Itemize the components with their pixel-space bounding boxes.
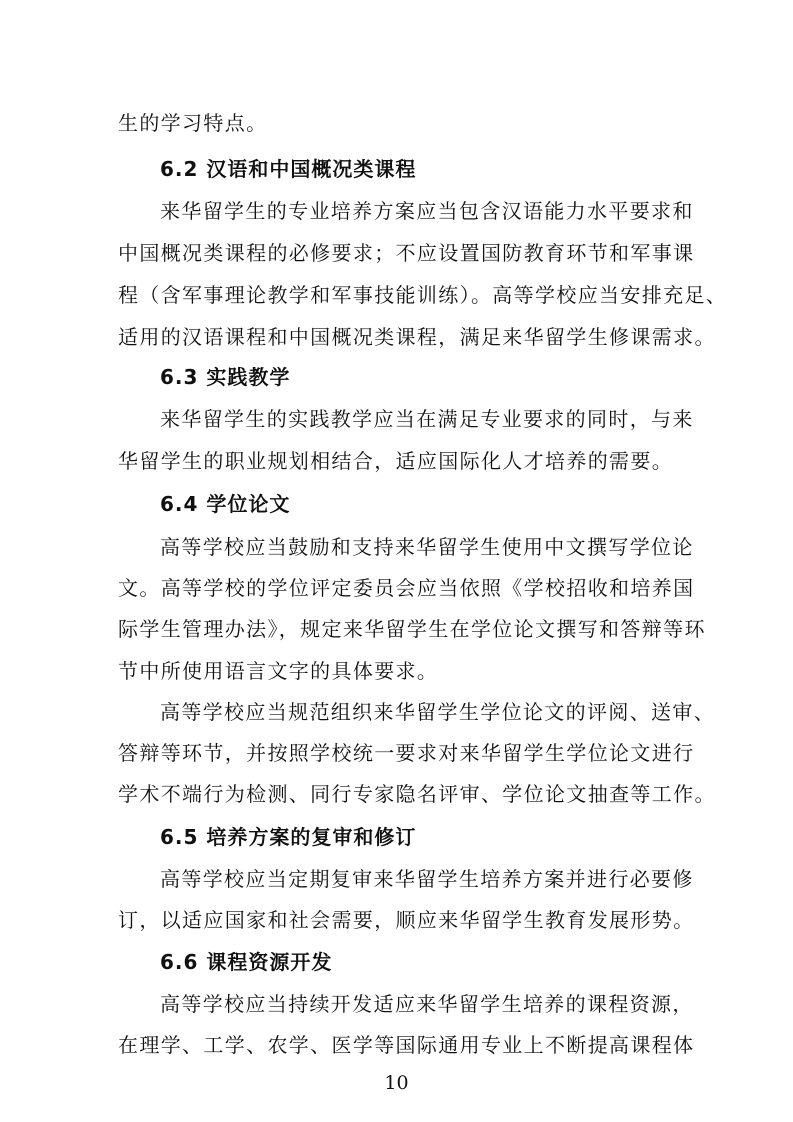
paragraph-line: 高等学校应当规范组织来华留学生学位论文的评阅、送审、: [160, 700, 716, 724]
paragraph-line: 际学生管理办法》，规定来华留学生在学位论文撰写和答辩等环: [118, 617, 706, 641]
paragraph-line: 答辩等环节，并按照学校统一要求对来华留学生学位论文进行: [118, 741, 695, 765]
section-heading-6-4: 6.4 学位论文: [160, 492, 291, 516]
paragraph-line: 高等学校应当鼓励和支持来华留学生使用中文撰写学位论: [160, 535, 694, 559]
paragraph-line: 节中所使用语言文字的具体要求。: [118, 659, 439, 683]
paragraph-line: 学术不端行为检测、同行专家隐名评审、学位论文抽查等工作。: [118, 782, 716, 806]
paragraph-line: 来华留学生的实践教学应当在满足专业要求的同时，与来: [160, 407, 694, 431]
paragraph-line: 适用的汉语课程和中国概况类课程，满足来华留学生修课需求。: [118, 325, 716, 349]
paragraph-line: 中国概况类课程的必修要求；不应设置国防教育环节和军事课: [118, 241, 695, 265]
paragraph-line: 高等学校应当定期复审来华留学生培养方案并进行必要修: [160, 867, 694, 891]
page-number: 10: [384, 1072, 409, 1094]
section-heading-6-5: 6.5 培养方案的复审和修订: [160, 825, 417, 849]
paragraph-line: 程（含军事理论教学和军事技能训练）。高等学校应当安排充足、: [118, 283, 728, 307]
section-heading-6-3: 6.3 实践教学: [160, 365, 291, 389]
paragraph-line: 订，以适应国家和社会需要，顺应来华留学生教育发展形势。: [118, 908, 695, 932]
paragraph-line: 来华留学生的专业培养方案应当包含汉语能力水平要求和: [160, 199, 694, 223]
paragraph-line: 文。高等学校的学位评定委员会应当依照《学校招收和培养国: [118, 576, 695, 600]
section-heading-6-2: 6.2 汉语和中国概况类课程: [160, 157, 417, 181]
section-heading-6-6: 6.6 课程资源开发: [160, 950, 333, 974]
paragraph-line: 在理学、工学、农学、医学等国际通用专业上不断提高课程体: [118, 1033, 695, 1057]
paragraph-line: 生的学习特点。: [118, 111, 268, 135]
paragraph-line: 华留学生的职业规划相结合，适应国际化人才培养的需要。: [118, 449, 674, 473]
paragraph-line: 高等学校应当持续开发适应来华留学生培养的课程资源，: [160, 992, 694, 1016]
